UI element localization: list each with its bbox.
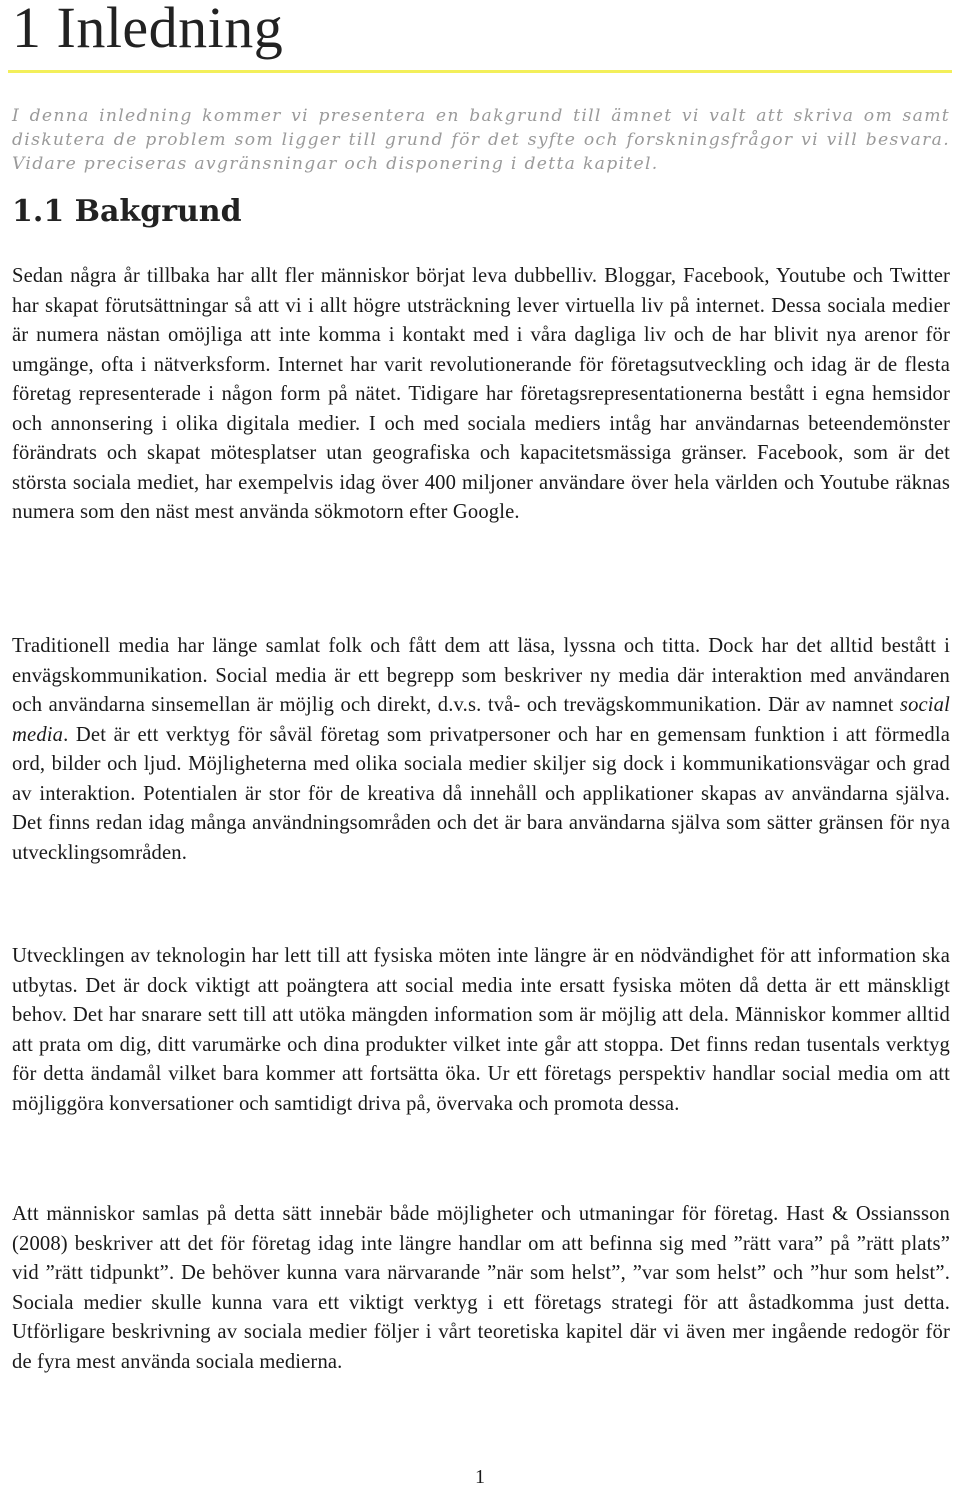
paragraph-4: Att människor samlas på detta sätt innebär både möjligheter och utmaningar för företag. Hast & Ossiansson (2008) beskriver att det för företag idag inte längre handlar om att befinna sig med ”rätt vara” på ”rätt plats” vid ”rätt tidpunkt”. De behöver kunna vara närvarande ”när som helst”, ”var som helst” och ”hur som helst”. Sociala medier skulle kunna vara ett viktigt verktyg i ett företags strategi för att åstadkomma just detta. Utförligare beskrivning av sociala medier följer i vårt teoretiska kapitel där vi även mer ingående redogör för de fyra mest använda sociala medierna. bbox=[12, 1203, 950, 1373]
paragraph-1: Sedan några år tillbaka har allt fler människor börjat leva dubbelliv. Bloggar, Facebook, Youtube och Twitter har skapat förutsättningar så att vi i allt högre utsträckning lever virtuella liv på internet. Dessa sociala medier är numera nästan omöjliga att inte komma i kontakt med i våra dagliga liv och de har blivit nya arenor för umgänge, ofta i nätverksform. Internet har varit revolutionerande för företagsutveckling och idag är de flesta företag representerade i någon form på nätet. Tidigare har företagsrepresentationerna bestått i egna hemsidor och annonsering i olika digitala medier. I och med sociala mediers intåg har användarnas beteendemönster förändrats och skapat mötesplatser utan geografiska och kapacitetsmässiga gränser. Facebook, som är det största sociala mediet, har exempelvis idag över 400 miljoner användare över hela världen och Youtube räknas numera som den näst mest använda sökmotorn efter Google. bbox=[12, 265, 950, 523]
paragraph-2-emphasis: social media bbox=[12, 694, 950, 746]
paragraph-3: Utvecklingen av teknologin har lett till att fysiska möten inte längre är en nödvändighet för att information ska utbytas. Det är dock viktigt att poängtera att social media inte ersatt fysiska möten då detta är ett mänskligt behov. Det har snarare sett till att utöka mängden information som är möjlig att dela. Människor kommer alltid att prata om dig, ditt varumärke och dina produkter vilket inte går att stoppa. Det finns redan tusentals verktyg för detta ändamål vilket bara kommer att fortsätta öka. Ur ett företags perspektiv handlar social media om att möjliggöra konversationer och samtidigt driva på, övervaka och promota dessa. bbox=[12, 945, 950, 1115]
section-heading: 1.1 Bakgrund bbox=[12, 194, 242, 229]
paragraph-2-text-a: Traditionell media har länge samlat folk och fått dem att läsa, lyssna och titta. Dock har det alltid bestått i envägskommunikation. Social media är ett begrepp som beskriver ny media där interaktion med användaren och användarna sinsemellan är möjlig och direkt, d.v.s. två- och trevägskommunikation. Där av namnet bbox=[12, 635, 950, 716]
chapter-intro: I denna inledning kommer vi presentera en bakgrund till ämnet vi valt att skriva om samt diskutera de problem som ligger till grund för det syfte och forskningsfrågor vi vill besvara. Vidare preciseras avgränsningar och disponering i detta kapitel. bbox=[12, 106, 950, 174]
paragraph-2 bbox=[12, 632, 950, 868]
paragraph-2-text-b: . Det är ett verktyg för såväl företag som privatpersoner och har en gemensam funktion i att förmedla ord, bilder och ljud. Möjligheterna med olika sociala medier skiljer sig dock i kommunikationsvägar och grad av interaktion. Potentialen är stor för de kreativa då innehåll och applikationer skapas av användarna själva. Det finns redan idag många användningsområden och det är bara användarna själva som sätter gränsen för nya utvecklingsområden. bbox=[12, 723, 950, 864]
title-underline bbox=[8, 70, 952, 73]
page-number: 1 bbox=[475, 1466, 485, 1488]
chapter-title: 1 Inledning bbox=[12, 0, 284, 60]
